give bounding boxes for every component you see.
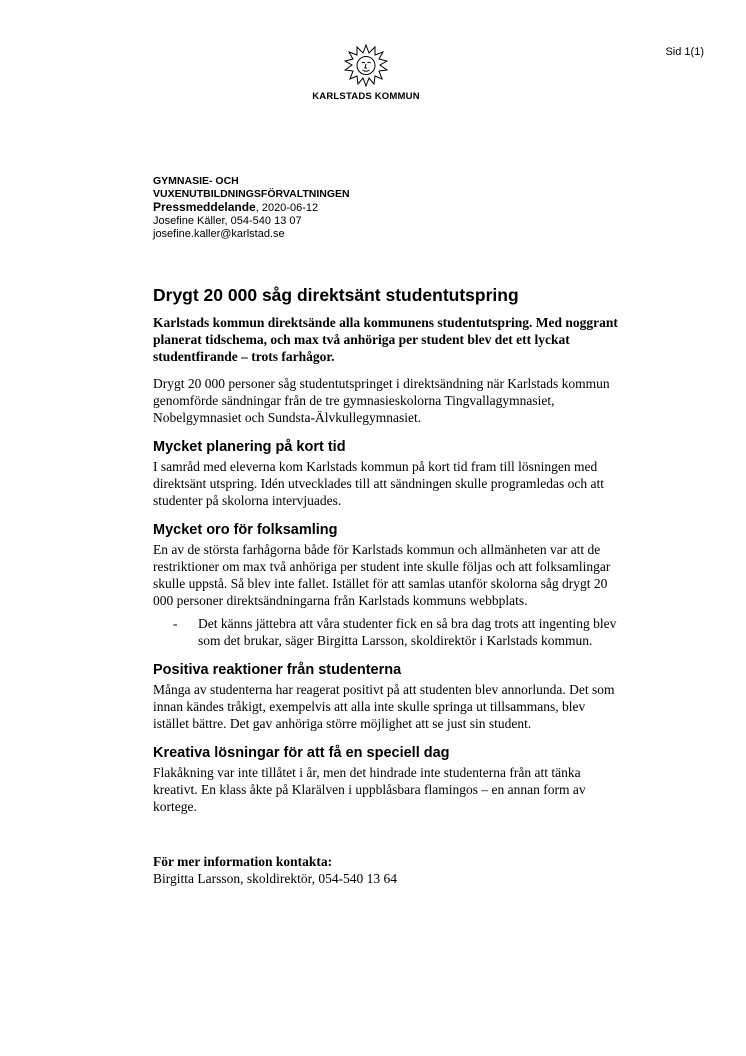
- logo-text: KARLSTADS KOMMUN: [312, 91, 420, 102]
- department-line-1: GYMNASIE- OCH: [153, 175, 239, 187]
- contact-person: Birgitta Larsson, skoldirektör, 054-540 13 64: [153, 871, 398, 886]
- sun-face-icon: [344, 44, 388, 88]
- sender-block: [153, 175, 350, 241]
- article-lead: Karlstads kommun direktsände alla kommunens studentutspring. Med noggrant planerat tidschema, och max två anhöriga per student blev det ett lyckat studentfirande – trots farhågor.: [153, 315, 618, 364]
- article-intro: Drygt 20 000 personer såg studentutspringet i direktsändning när Karlstads kommun genomförde sändningar från de tre gymnasieskolorna Tingvallagymnasiet, Nobelgymnasiet och Sundsta-Älvkullegymnasiet.: [153, 376, 610, 425]
- department-line-2: VUXENUTBILDNINGSFÖRVALTNINGEN: [153, 188, 350, 200]
- sender-email: josefine.kaller@karlstad.se: [153, 228, 285, 240]
- press-line: [153, 201, 350, 215]
- section-heading-crowds: Mycket oro för folksamling: [153, 522, 338, 538]
- section-heading-planning: Mycket planering på kort tid: [153, 439, 346, 455]
- section-body-crowds: En av de största farhågorna både för Karlstads kommun och allmänheten var att de restriktioner om max två anhöriga per student inte skulle följas och att folksamlingar skulle uppstå. Så blev inte fallet. Istället för att samlas utanför skolorna såg drygt 20 000 personer direktsändningarna från Karlstads kommuns webbplats.: [153, 542, 611, 608]
- contact-block: [153, 853, 623, 887]
- section-heading-creative: Kreativa lösningar för att få en speciell dag: [153, 745, 450, 761]
- sender-contact: Josefine Käller, 054-540 13 07: [153, 215, 302, 227]
- quote-text: Det känns jättebra att våra studenter fick en så bra dag trots att ingenting blev som det brukar, säger Birgitta Larsson, skoldirektör i Karlstads kommun.: [198, 616, 617, 648]
- section-heading-reactions: Positiva reaktioner från studenterna: [153, 662, 402, 678]
- section-body-reactions: Många av studenterna har reagerat positivt på att studenten blev annorlunda. Det som innan kändes tråkigt, exempelvis att alla inte skulle springa ut tillsammans, blev istället bättre. Det gav anhöriga större möjlighet att se just sin student.: [153, 682, 615, 731]
- article-title: Drygt 20 000 såg direktsänt studentutspring: [153, 285, 519, 305]
- quote-dash: -: [173, 616, 178, 631]
- logo: [296, 44, 436, 102]
- contact-label: För mer information kontakta:: [153, 854, 333, 869]
- quote: [153, 615, 623, 649]
- article: [153, 284, 623, 887]
- section-body-planning: I samråd med eleverna kom Karlstads kommun på kort tid fram till lösningen med direktsänt utspring. Idén utvecklades till att sändningen skulle programledas och att studenter på skolorna intervjuades.: [153, 459, 605, 508]
- page-number: Sid 1(1): [665, 46, 704, 58]
- press-label: Pressmeddelande: [153, 200, 256, 214]
- press-date: , 2020-06-12: [255, 202, 319, 214]
- section-body-creative: Flakåkning var inte tillåtet i år, men det hindrade inte studenterna från att tänka kreativt. En klass åkte på Klarälven i uppblåsbara flamingos – en annan form av kortege.: [153, 765, 586, 814]
